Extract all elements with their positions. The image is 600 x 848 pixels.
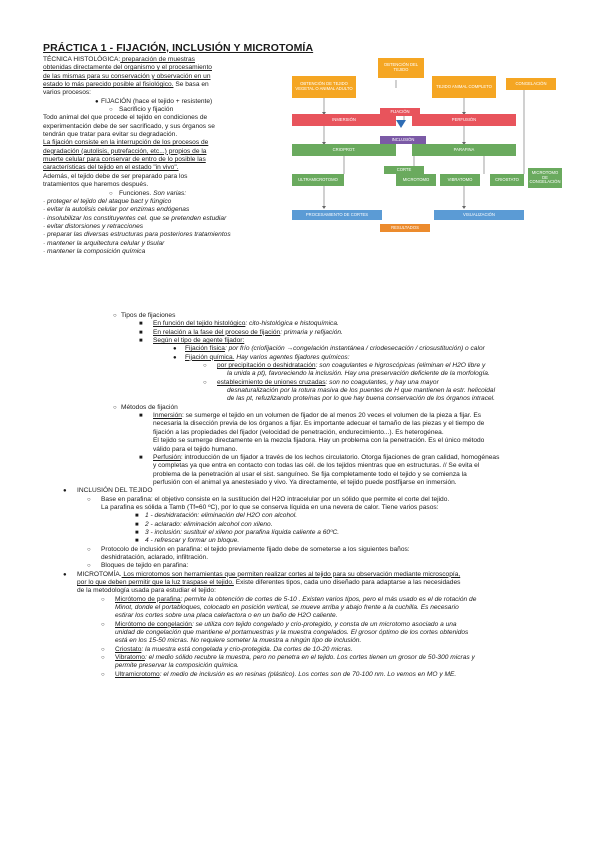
tecnica-line: obtenidas directamente del organismo y el procesamiento [43, 64, 212, 72]
perfusion-line: perfusión con el animal ya anestesiado y vivo. Ya directamente, el tejido puede postfijarse en inmersión. [153, 478, 457, 486]
inmersion-line: fijación a las propiedades del fijador (velocidad de penetración, endurecimiento...). Es heterogénea. [153, 428, 444, 436]
todo-line: tendrán que tratar para evitar su degradación. [43, 131, 178, 139]
parafina-line: La parafina es sólida a Tamb (Tf=60 ºC), por lo que se conserva líquida en una nevera de calor. Tiene varios pasos: [101, 503, 439, 511]
vibratomo-item: ○ Vibratomo: el medio sólido recubre la muestra, pero no penetra en el tejido. Los cortes tienen un grosor de 50-300 micras y [43, 654, 563, 662]
parafina-micro-line: estirar los cortes sobre una placa calefactora o en un baño de H2O caliente. [115, 612, 338, 620]
box-microtomo: MICROTOMO [396, 174, 436, 186]
varios-line: varios procesos: [43, 89, 92, 97]
precip-item: ○ por precipitación o deshidratación: son coagulantes e higroscópicas (eliminan el H2O libre y [43, 362, 563, 370]
inmersion-line: El tejido se sumerge directamente en la mezcla fijadora. Hay un problema con la penetración. Es el único método [153, 437, 485, 445]
ademas-line: Además, el tejido debe de ser preparado para los [43, 172, 188, 180]
microtomia-item: ● MICROTOMÍA. Los microtomos son herramientas que permiten realizar cortes al tejido para su observación mediante microscopía, [43, 571, 563, 579]
fisica-item: ● Fijación física: por frío (criofijación →congelación instantánea / criodesecación / criosustitución) o calor [43, 345, 563, 353]
inclusion-item: ● INCLUSIÓN DEL TEJIDO [43, 487, 563, 495]
congelacion-item: ○ Micrótomo de congelación: se utiliza con tejido congelado y crio-protegido, y consta de un microtomo asociado a una [43, 621, 563, 629]
box-fijacion: FIJACIÓN [380, 108, 420, 116]
enlaces-line: desnaturalización por la rotura masiva de los puentes de H que mantienen la estr. helicoidal [227, 387, 496, 395]
quimica-item: ● Fijación química. Hay varios agentes fijadores químicos: [43, 354, 563, 362]
perfusion-line: problema de la penetración al usar el sist. sanguíneo. Se fija completamente todo el tejido y se comienza la [153, 470, 467, 478]
tipo-item: ■ Según el tipo de agente fijador: [43, 337, 563, 345]
parafina-micro-line: Minot, donde el portabloques, colocado en posición vertical, se mueve arriba y abajo frente a la cuchilla. Es necesario [115, 604, 459, 612]
paso-item: ■ 2 - aclarado: eliminación alcohol con xileno. [43, 521, 563, 529]
inmersion-line: necesaria la disección previa de los órganos a fijar. Es importante adecuar el tamaño de las piezas y el tiempo de [153, 420, 485, 428]
tipo-item: ■ En función del tejido histológico: cito-histológica e histoquímica. [43, 320, 563, 328]
funciones-item: ○ Funciones. Son varias: [43, 190, 283, 198]
paso-item: ■ 4 - refrescar y formar un bloque. [43, 537, 563, 545]
funcion-line: · mantener la composición química [43, 247, 146, 255]
left-column [43, 56, 283, 256]
box-vibratomo: VIBRATOMO [440, 174, 480, 186]
protocolo-line: deshidratación, aclarado, infiltración. [101, 553, 209, 561]
process-diagram [284, 58, 566, 238]
inmersion-item: ■ Inmersión: se sumerge el tejido en un volumen de fijador de al menos 20 veces el volumen de la pieza a fijar. Es [43, 412, 563, 420]
funcion-line: · evitar distorsiones y retracciones [43, 222, 144, 230]
ademas-line: tratamientos que haremos después. [43, 181, 149, 189]
tipo-item: ■ En relación a la fase del proceso de fijación: primaria y refijación. [43, 329, 563, 337]
paso-item: ■ 1 - deshidratación: eliminación del H2O con alcohol. [43, 512, 563, 520]
box-parafina: PARAFINA [412, 144, 516, 156]
box-ultramicrotomo: ULTRAMICROTOMO [292, 174, 344, 186]
perfusion-item: ■ Perfusión: introducción de un fijador a través de los lechos circulatorio. Otorga fijaciones de gran calidad, homogéneas [43, 454, 563, 462]
fijacion-def-line: degradación (autolisis, putrefacción, etc...) propios de la [43, 147, 207, 155]
funcion-line: · mantener la arquitectura celular y tisular [43, 239, 165, 247]
precip-line: la unida a pt), favoreciendo la inclusión. Hay una preservación deficiente de la morfología. [227, 370, 490, 378]
box-inclusion: INCLUSIÓN [380, 136, 426, 144]
fijacion-item: ● FIJACIÓN (hace el tejido + resistente) [43, 98, 283, 106]
box-visualizacion: VISUALIZACIÓN [434, 210, 524, 220]
box-vegetal-adulto: OBTENCIÓN DE TEJIDO VEGETAL O ANIMAL ADULTO [292, 76, 356, 98]
tecnica-line: estado lo más parecido posible al fisiológico. Se basa en [43, 81, 209, 89]
box-resultados: RESULTADOS [380, 224, 430, 232]
box-criostato: CRIOSTATO [490, 174, 524, 186]
box-inmersion: INMERSIÓN [292, 114, 396, 126]
box-perfusion: PERFUSIÓN [412, 114, 516, 126]
fijacion-def-line: La fijación consiste en la interrupción de los procesos de [43, 139, 209, 147]
box-obtencion: OBTENCIÓN DEL TEJIDO [378, 58, 424, 78]
funcion-line: · evitar la autolisis celular por enzimas endógenas [43, 206, 190, 214]
box-animal-completo: TEJIDO ANIMAL COMPLETO [432, 76, 496, 98]
inmersion-line: válido para el tejido humano. [153, 445, 238, 453]
microtomia-line: por lo que deben permitir que la luz traspase el tejido. Existe diferentes tipos, cada uno diseñado para adaptarse a las necesidades [77, 579, 461, 586]
funcion-line: · insolubilizar los constituyentes cel. que se pretenden estudiar [43, 214, 227, 222]
box-congelacion-top: CONGELACIÓN [506, 78, 556, 90]
paso-item: ■ 3 - inclusión: sustituir el xileno por parafina líquida caliente a 60ºC. [43, 529, 563, 537]
congelacion-line: unidad de congelación que mantiene el portamuestras y la muestra congelados. El grosor óptimo de los cortes obtenidos [115, 629, 469, 637]
protocolo-item: ○ Protocolo de inclusión en parafina: el tejido previamente fijado debe de someterse a los siguientes baños: [43, 546, 563, 554]
tecnica-line: de las mismas para su conservación y observación en un [43, 72, 211, 80]
box-microtomo-congelacion: MICROTOMO DE CONGELACIÓN [528, 168, 562, 188]
ultramicrotomo-item: ○ Ultramicrotomo: el medio de inclusión es en resinas (plástico). Los cortes son de 70-100 nm. Lo vemos en MO y ME. [43, 671, 563, 679]
todo-line: Todo animal del que procede el tejido en condiciones de [43, 114, 208, 122]
bloques-item: ○ Bloques de tejido en parafina: [43, 562, 563, 570]
funcion-line: · preparar las diversas estructuras para posteriores tratamientos [43, 231, 231, 239]
parafina-item: ○ Base en parafina: el objetivo consiste en la sustitución del H2O intracelular por un sólido que permite el corte del tejido. [43, 496, 563, 504]
perfusion-line: y completas ya que entra en contacto con todas las cél. de los tejidos mientras que en estructuras. // Se evita el [153, 462, 480, 470]
box-crioprot: CRIOPROT. [292, 144, 396, 156]
wide-section [43, 312, 563, 679]
enlaces-item: ○ establecimiento de uniones cruzadas: son no coagulantes, y hay una mayor [43, 379, 563, 387]
todo-line: experimentación debe de ser sacrificado, y sus órganos se [43, 122, 215, 130]
funcion-line: · proteger el tejido del ataque bact y fúngico [43, 197, 172, 205]
sacrificio-item: ○ Sacrificio y fijación [43, 106, 283, 114]
tecnica-line: TÉCNICA HISTOLÓGICA: preparación de muestras [43, 56, 195, 63]
muerte-line: muerte celular para conservar de entro de lo posible las [43, 156, 206, 164]
muerte-line: características del tejido en el estado "in vivo". [43, 164, 179, 172]
metodos-item: ○ Métodos de fijación [43, 404, 563, 412]
box-procesamiento: PROCESAMIENTO DE CORTES [292, 210, 382, 220]
box-corte: CORTE [384, 166, 424, 174]
enlaces-line: de las pt, refuzlizando proteínas por lo que hay buena conservación de los órganos intracel. [227, 395, 495, 403]
microtomia-line: de la metodología usada para estudiar el tejido: [77, 587, 216, 595]
page-title: PRÁCTICA 1 - FIJACIÓN, INCLUSIÓN Y MICROTOMÍA [43, 42, 314, 54]
criostato-item: ○ Criostato: la muestra está congelada y crio-protegida. Da cortes de 10-20 micras. [43, 646, 563, 654]
tipos-item: ○ Tipos de fijaciones [43, 312, 563, 320]
congelacion-line: está en los 15-50 micras. No requiere someter la muestra a ningún tipo de inclusión. [115, 637, 362, 645]
parafina-micro-item: ○ Micrótomo de parafina: permite la obtención de cortes de 5-10 . Existen varios tipos, pero el más usado es el de rotación de [43, 596, 563, 604]
vibratomo-line: permite preservar la composición química. [115, 662, 239, 670]
